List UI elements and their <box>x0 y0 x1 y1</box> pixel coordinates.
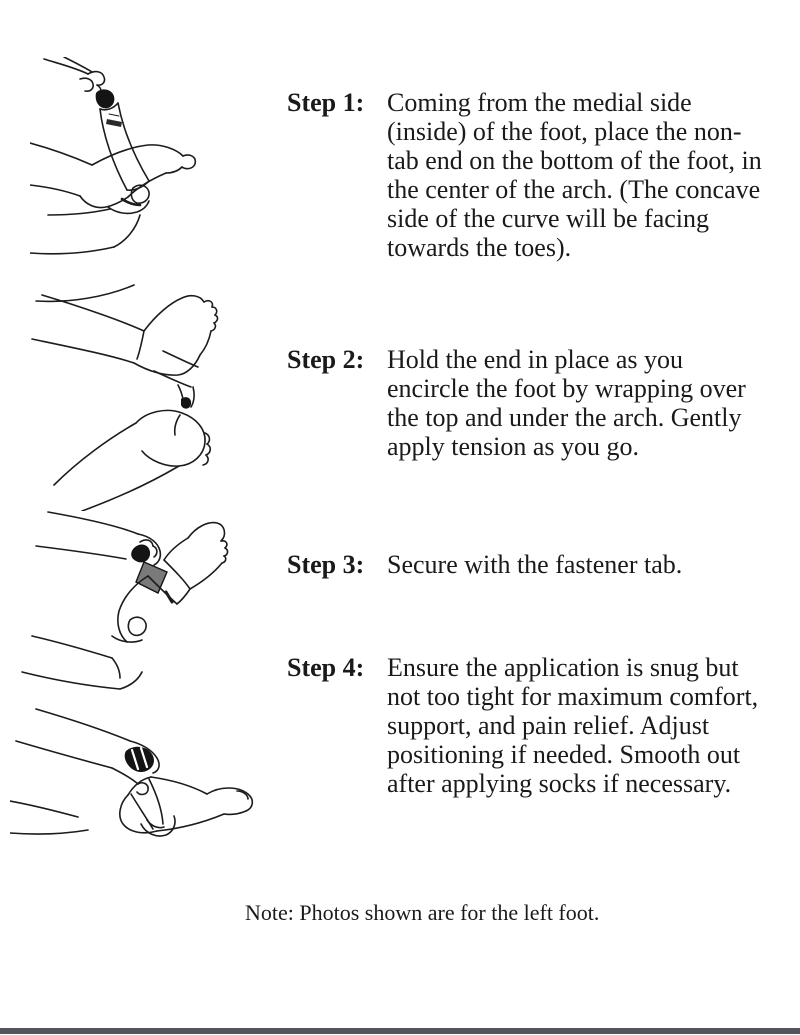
step-3 <box>287 550 767 579</box>
step-1-text: Coming from the medial side (inside) of the foot, place the non-tab end on the bottom of the foot, in the center of the arch. (The concave side of the curve will be facing towards the toes). <box>387 88 762 262</box>
step-4-label: Step 4: <box>287 653 365 682</box>
step-2 <box>287 345 767 461</box>
step1-illustration <box>30 57 275 305</box>
step-2-label: Step 2: <box>287 345 365 374</box>
footnote: Note: Photos shown are for the left foot. <box>245 900 600 925</box>
step-3-text: Secure with the fastener tab. <box>387 550 683 579</box>
step-1 <box>287 88 767 262</box>
hands-pressing-fastener-tab-icon <box>20 508 270 693</box>
step-4-text: Ensure the application is snug but not too tight for maximum comfort, support, and pain relief. Adjust positioning if needed. Smooth out after applying socks if necessary. <box>387 653 759 798</box>
step2-illustration <box>30 293 275 511</box>
step4-illustration <box>10 707 270 892</box>
hand-smoothing-wrap-on-foot-icon <box>10 707 270 892</box>
step-4 <box>287 653 767 798</box>
step-2-text: Hold the end in place as you encircle the foot by wrapping over the top and under the arch. Gently apply tension as you go. <box>387 345 746 461</box>
hand-pulling-strap-around-foot-icon <box>30 293 275 511</box>
footer-bar <box>0 1028 800 1034</box>
step3-illustration <box>20 508 270 693</box>
step-3-label: Step 3: <box>287 550 365 579</box>
hands-placing-strap-on-foot-arch-icon <box>30 57 275 305</box>
step-1-label: Step 1: <box>287 88 365 117</box>
